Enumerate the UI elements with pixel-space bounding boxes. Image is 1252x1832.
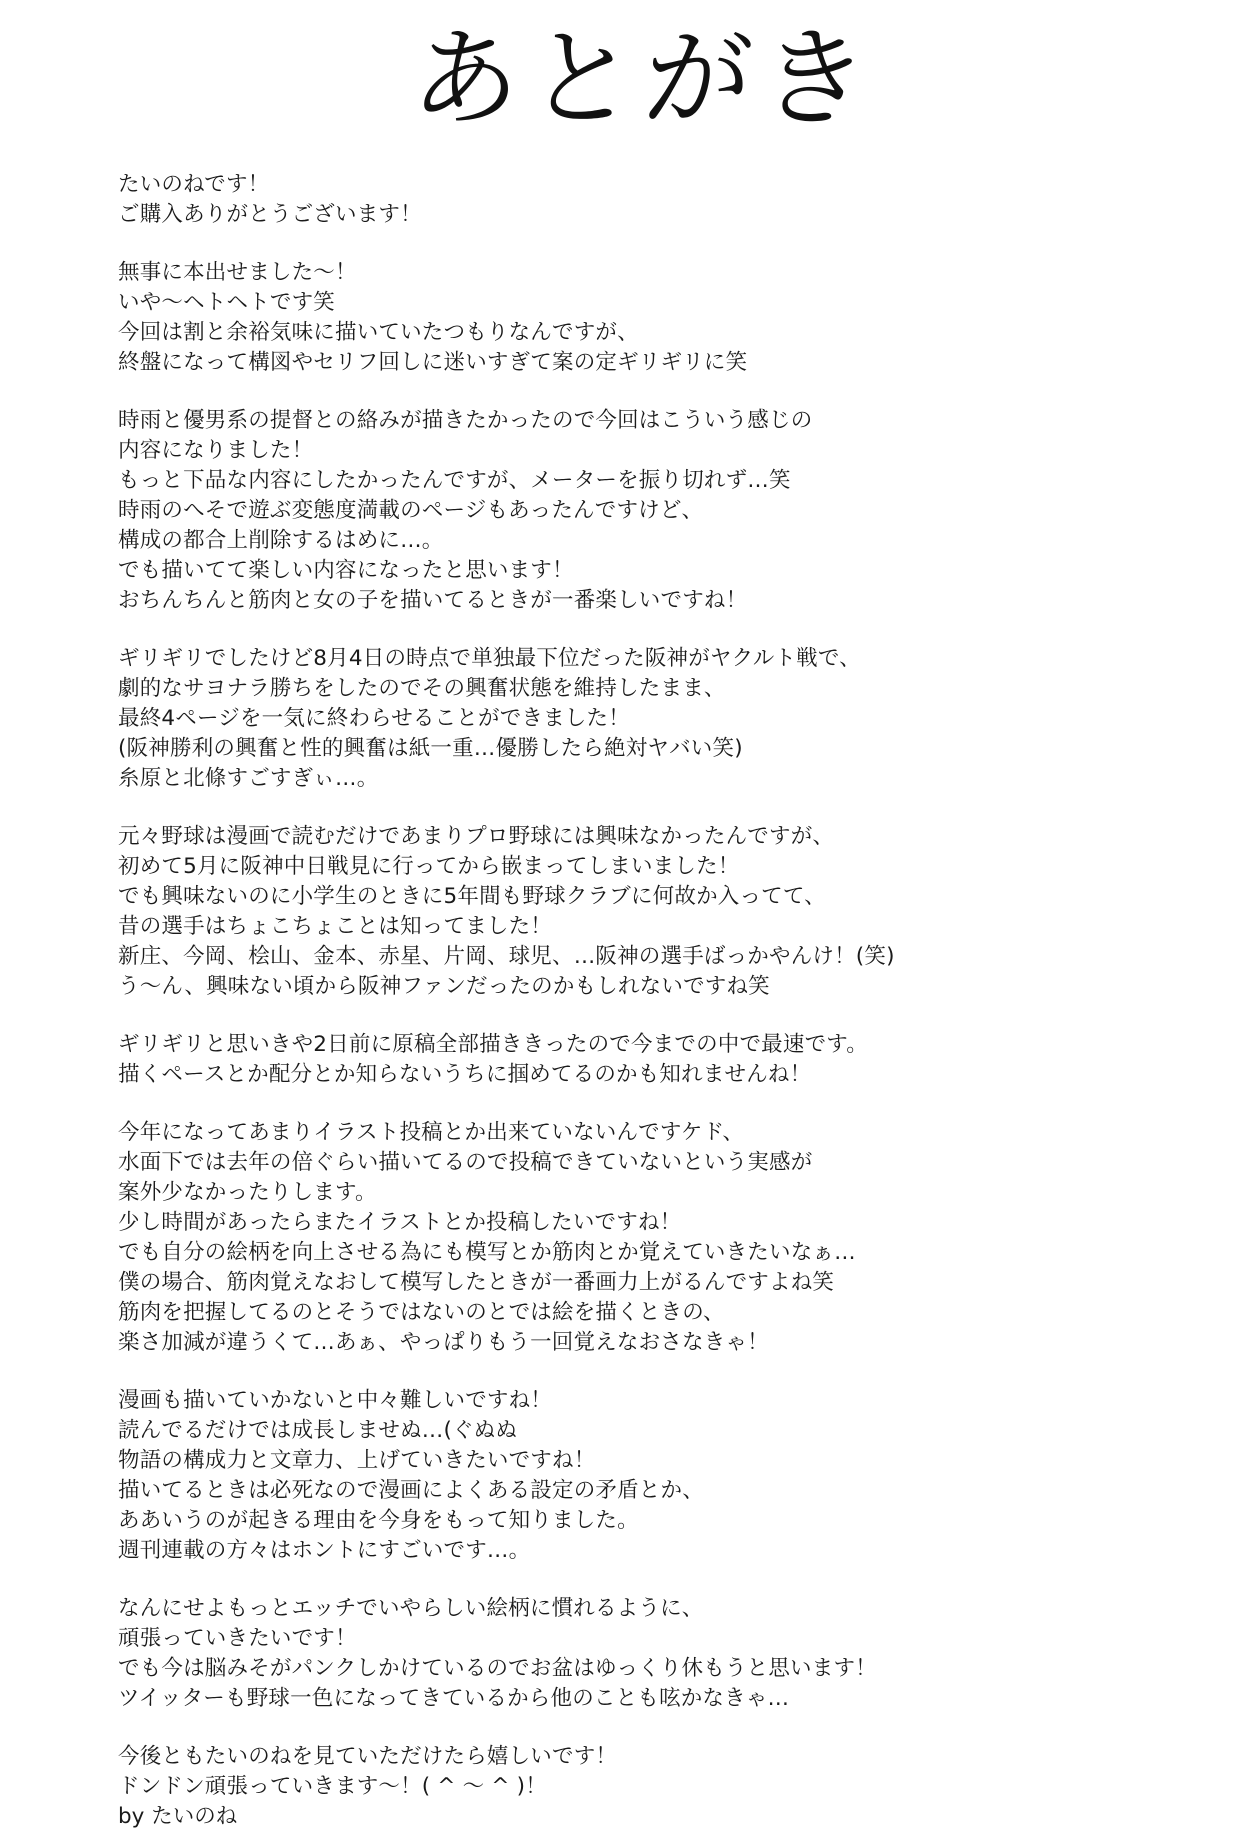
text-line: おちんちんと筋肉と女の子を描いてるときが一番楽しいですね！ xyxy=(118,588,748,613)
text-line: でも自分の絵柄を向上させる為にも模写とか筋肉とか覚えていきたいなぁ… xyxy=(118,1240,856,1265)
text-line: 昔の選手はちょこちょことは知ってました！ xyxy=(118,914,553,939)
text-line: 漫画も描いていかないと中々難しいですね！ xyxy=(118,1388,553,1413)
text-line: ああいうのが起きる理由を今身をもって知りました。 xyxy=(118,1508,639,1533)
text-line: でも描いてて楽しい内容になったと思います！ xyxy=(118,558,574,583)
paragraph xyxy=(118,644,1128,794)
paragraph xyxy=(118,1030,1128,1090)
text-line: 描くペースとか配分とか知らないうちに掴めてるのかも知れませんね！ xyxy=(118,1062,812,1087)
text-line: たいのねです！ xyxy=(118,172,270,197)
text-line: 頑張っていきたいです！ xyxy=(118,1626,357,1651)
text-line: 劇的なサヨナラ勝ちをしたのでその興奮状態を維持したまま、 xyxy=(118,676,726,701)
text-line: 糸原と北條すごすぎぃ…。 xyxy=(118,766,379,791)
text-line: ギリギリでしたけど8月4日の時点で単独最下位だった阪神がヤクルト戦で、 xyxy=(118,646,861,671)
text-line: 無事に本出せました～！ xyxy=(118,260,357,285)
paragraph xyxy=(118,1594,1128,1714)
text-line: 物語の構成力と文章力、上げていきたいですね！ xyxy=(118,1448,596,1473)
text-line: 水面下では去年の倍ぐらい描いてるので投稿できていないという実感が xyxy=(118,1150,813,1175)
text-line: でも興味ないのに小学生のときに5年間も野球クラブに何故か入ってて、 xyxy=(118,884,826,909)
text-line: 週刊連載の方々はホントにすごいです…。 xyxy=(118,1538,531,1563)
text-line: なんにせよもっとエッチでいやらしい絵柄に慣れるように、 xyxy=(118,1596,704,1621)
text-line: でも今は脳みそがパンクしかけているのでお盆はゆっくり休もうと思います！ xyxy=(118,1656,877,1681)
text-line: 内容になりました！ xyxy=(118,438,314,463)
paragraph xyxy=(118,822,1128,1002)
text-line: 初めて5月に阪神中日戦見に行ってから嵌まってしまいました！ xyxy=(118,854,740,879)
text-line: 時雨と優男系の提督との絡みが描きたかったので今回はこういう感じの xyxy=(118,408,813,433)
paragraph xyxy=(118,1742,1128,1832)
text-line: 筋肉を把握してるのとそうではないのとでは絵を描くときの、 xyxy=(118,1300,725,1325)
text-line: もっと下品な内容にしたかったんですが、メーターを振り切れず…笑 xyxy=(118,468,791,493)
paragraph xyxy=(118,1118,1128,1358)
afterword-body xyxy=(118,170,1128,1832)
signature: by たいのね xyxy=(118,1804,238,1829)
text-line: 元々野球は漫画で読むだけであまりプロ野球には興味なかったんですが、 xyxy=(118,824,835,849)
paragraph xyxy=(118,1386,1128,1566)
text-line: 僕の場合、筋肉覚えなおして模写したときが一番画力上がるんですよね笑 xyxy=(118,1270,835,1295)
text-line: 最終4ページを一気に終わらせることができました！ xyxy=(118,706,630,731)
text-line: 読んでるだけでは成長しませぬ…(ぐぬぬ xyxy=(118,1418,518,1443)
text-line: う～ん、興味ない頃から阪神ファンだったのかもしれないですね笑 xyxy=(118,974,770,999)
page-title: あとがき xyxy=(407,17,881,142)
text-line: 楽さ加減が違うくて…あぁ、やっぱりもう一回覚えなおさなきゃ！ xyxy=(118,1330,769,1355)
text-line: 描いてるときは必死なので漫画によくある設定の矛盾とか、 xyxy=(118,1478,704,1503)
text-line: (阪神勝利の興奮と性的興奮は紙一重…優勝したら絶対ヤバい笑) xyxy=(118,736,743,761)
paragraph xyxy=(118,170,1128,230)
paragraph xyxy=(118,406,1128,616)
text-line: 案外少なかったりします。 xyxy=(118,1180,377,1205)
text-line: 時雨のへそで遊ぶ変態度満載のページもあったんですけど、 xyxy=(118,498,704,523)
text-line: 今年になってあまりイラスト投稿とか出来ていないんですケド、 xyxy=(118,1120,745,1145)
text-line: 新庄、今岡、桧山、金本、赤星、片岡、球児、…阪神の選手ばっかやんけ！(笑) xyxy=(118,944,895,969)
text-line: 終盤になって構図やセリフ回しに迷いすぎて案の定ギリギリに笑 xyxy=(118,350,748,375)
text-line: 構成の都合上削除するはめに…。 xyxy=(118,528,444,553)
text-line: いや～ヘトヘトです笑 xyxy=(118,290,336,315)
text-line: ご購入ありがとうございます！ xyxy=(118,202,422,227)
text-line: ギリギリと思いきや2日前に原稿全部描ききったので今までの中で最速です。 xyxy=(118,1032,868,1057)
text-line: 今回は割と余裕気味に描いていたつもりなんですが、 xyxy=(118,320,639,345)
text-line: 少し時間があったらまたイラストとか投稿したいですね！ xyxy=(118,1210,682,1235)
text-line: ドンドン頑張っていきます～！( ^ ～ ^ )！ xyxy=(118,1774,547,1799)
paragraph xyxy=(118,258,1128,378)
text-line: 今後ともたいのねを見ていただけたら嬉しいです！ xyxy=(118,1744,618,1769)
text-line: ツイッターも野球一色になってきているから他のことも呟かなきゃ… xyxy=(118,1686,790,1711)
